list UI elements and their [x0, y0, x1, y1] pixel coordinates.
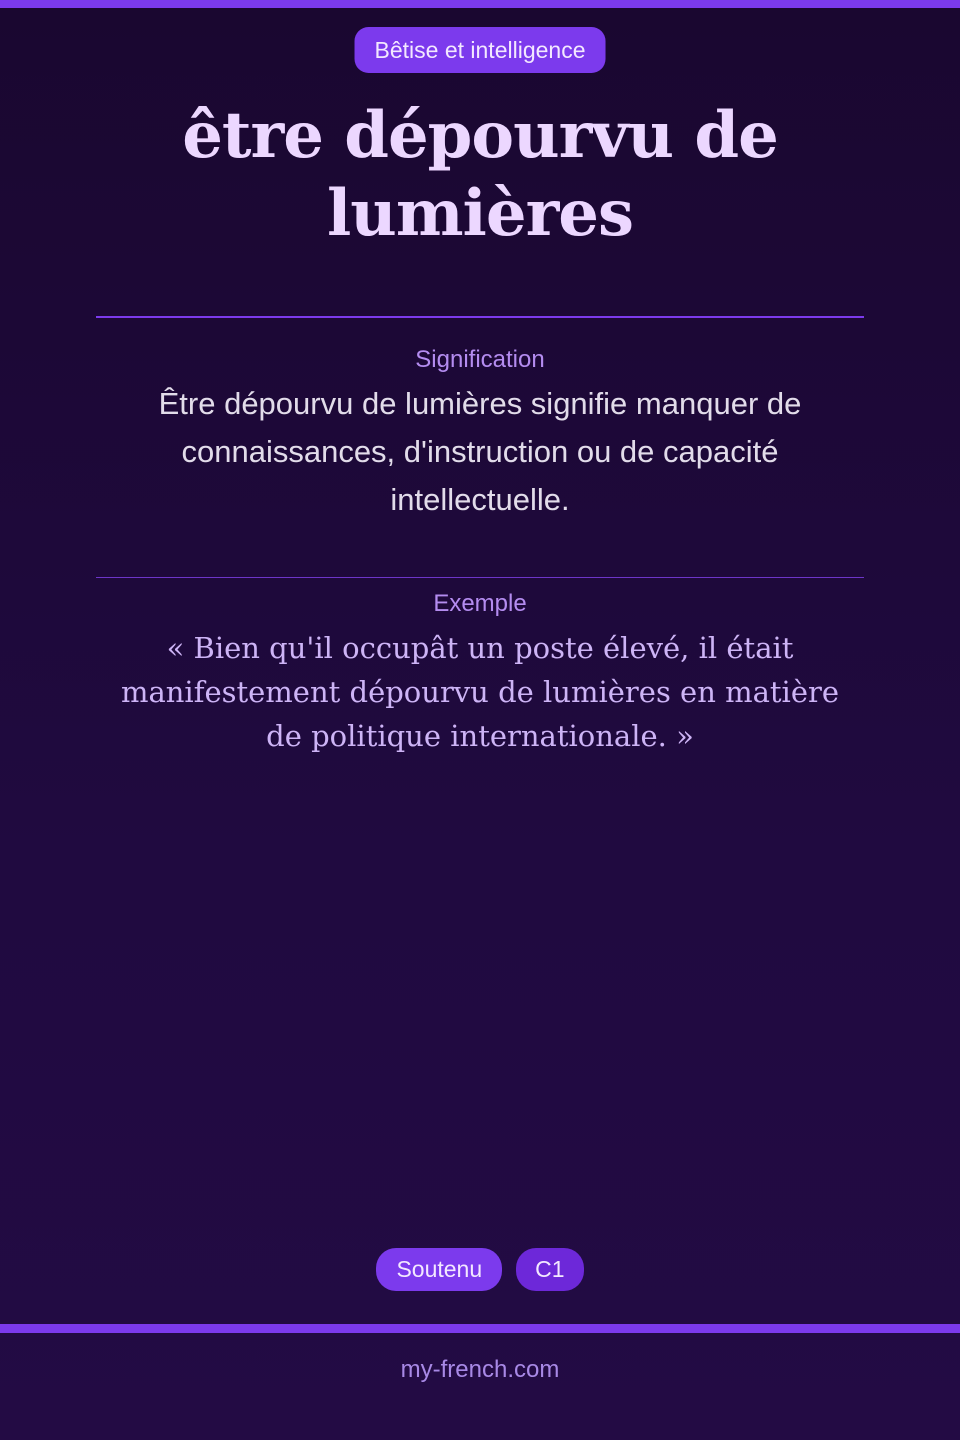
footer-site-name: my-french.com — [400, 1356, 560, 1383]
meaning-label: Signification — [415, 346, 545, 373]
register-tag: Soutenu — [376, 1248, 502, 1291]
expression-title: être dépourvu de lumières — [182, 98, 778, 251]
title-divider — [96, 316, 864, 318]
level-tag: C1 — [516, 1248, 583, 1291]
top-accent-bar — [0, 0, 960, 8]
meaning-text: Être dépourvu de lumières signifie manquer de connaissances, d'instruction ou de capacité intellectuelle. — [158, 386, 802, 517]
tag-list — [0, 1248, 960, 1291]
section-divider — [96, 577, 864, 578]
example-quote: « Bien qu'il occupât un poste élevé, il était manifestement dépourvu de lumières en matière de politique internationale. » — [120, 631, 840, 753]
example-label: Exemple — [433, 590, 527, 617]
footer-accent-bar — [0, 1324, 960, 1333]
category-badge: Bêtise et intelligence — [355, 27, 606, 73]
